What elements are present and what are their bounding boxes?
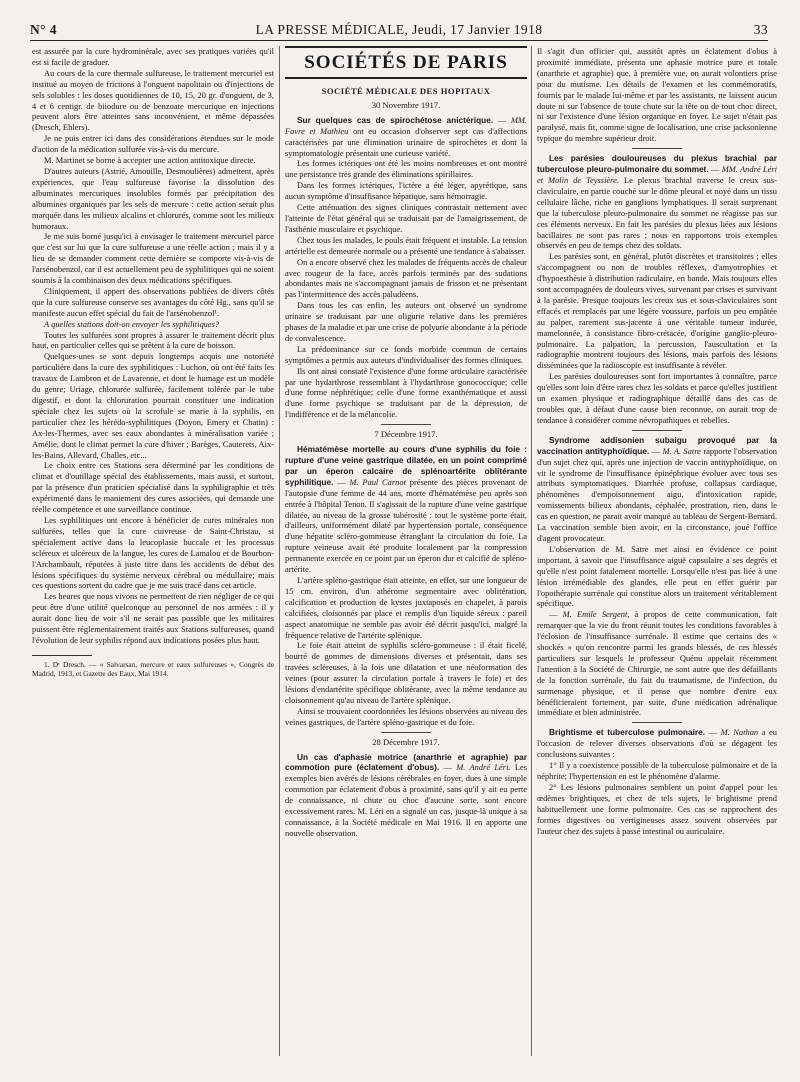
article-title: Un cas d'aphasie motrice (anarthrie et agraphie) par commotion pure (éclatement d'obus). — [285, 751, 527, 773]
paragraph: L'observation de M. Satre met ainsi en évidence ce point important, à savoir que l'insuffisance aiguë capsulaire a ses degrés et qu'elle n'est point fatalement mortelle. Lorsqu'elle n'est pas liée à une lésion irrémédiable des glandes, elle peut en effet guérir par l'opothérapie surrénale qui constitue alors un traitement véritablement spécifique. — [537, 543, 777, 609]
divider — [632, 722, 682, 723]
article-authors: M. Paul Carnot — [349, 476, 406, 487]
article-authors: M. Nathan — [720, 727, 759, 738]
article-title: Hématémèse mortelle au cours d'une syphilis du foie : rupture d'une veine gastrique dilatée, en un point comprimé par un éperon calcaire de splénoartérite oblitérante syphilitique. — [285, 444, 527, 487]
paragraph: Ils ont ainsi constaté l'existence d'une forme articulaire caractérisée par une hydarthrose ressemblant à l'hydarthrose gonococcique; celle d'une forme néphrétique; celle d'une forme exanthématique et aussi d'une forme psychique se traduisant par de la dépression, de l'indifférence et de la mélancolie. — [285, 365, 527, 420]
paragraph: Ainsi se trouvaient coordonnées les lésions observées au niveau des veines gastriques, de l'artère spléno-gastrique et du foie. — [285, 705, 527, 727]
comment-text: à propos de cette communication, fait remarquer que la vie du front réunit toutes les conditions favorables à l'éclosion de l'insuffisance surrénale. Il estime que certains des « shockés » qu'on rencontre parmi les grands blessés, de ces blessés particuliers sur lesquels le professeur Quénu appelait récemment l'attention à la Société de Chirurgie, ne sont autre que des défaillants de la fonction surrénale, du fait du traumatisme, de l'infection, du surmenage physique, et il pense que nombre d'entre eux bénéficieraient fortement, par suite, d'une médication adrénalique immédiate et bien administrée. — [537, 609, 778, 718]
paragraph: M. Martinet se borne à accepter une action antitoxique directe. — [44, 155, 256, 166]
paragraph: L'artère spléno-gastrique était atteinte, en effet, sur une longueur de 15 cm. environ, d'un athérome segmentaire avec oblitération, calcification et production de kystes juxtaposés en chapelet, à parois calcifiées, cloisonnés par place et remplis d'un liquide séreux : pareil aspect anatomique ne semble pas avoir été décrit jusqu'ici, malgré la fréquence relative de l'artérite splénique. — [285, 574, 527, 640]
footnote-rule — [32, 655, 92, 656]
article-text: a eu l'occasion de relever diverses observations d'où se dégagent les conclusions suivantes : — [537, 727, 777, 760]
session-date: 28 Décembre 1917. — [372, 736, 440, 747]
article-authors: M. A. Satre — [662, 445, 701, 456]
header-rule — [30, 40, 768, 41]
paragraph: On a encore observé chez les malades de fréquents accès de chaleur avec rougeur de la face, accès parfois terminés par des sudations abondantes mais ne s'accompagnant jamais de frisson et ne présentant pas l'intermittence des accès paludéens. — [285, 256, 527, 300]
paragraph: Les syphilitiques ont encore à bénéficier de cures minérales non sulfurées, telles que la cure cuivreuse de Saint-Christau, si spécialement active dans la leucoplasie buccale et les processus scléreux et ulcéreux de la langue, les cures de Lamalou et de Bourbon-l'Archambault, réputées à juste titre dans les accidents de début des lésions spécifiques du système nerveux cérébral ou médullaire; mais ces questions sortent du cadre que je me suis tracé dans cet article. — [32, 514, 274, 591]
paragraph: Quelques-unes se sont depuis longtemps acquis une notoriété particulière dans la cure des syphilitiques : Luchon, où ont été faits les travaux de Lambron et de Lavarenne, et dont le humage est un modèle du genre; Uriage, chlorurée sulfurée, facilement tolérée par le tube digestif, et dont la chloruration pourrait constituer une indication spéciale chez les sujets où la scrofule se marie à la syphilis, en particulier chez les hérédo-syphilitiques (Doyon, Emery et Chatin) : Ax-les-Thermes, avec ses eaux abondantes à minéralisation variée ; Amélie, dont le climat permet la cure d'hiver ; Barèges, Cauterets, Aix-les-Bains, Allevard, Challes, etc... — [32, 351, 274, 460]
footnote: 1. Dʳ Dresch. — « Salvarsan, mercure et eaux sulfureuses », Congrès de Madrid, 1913, et Gazette des Eaux, Mai 1914. — [32, 659, 274, 679]
paragraph: Toutes les sulfurées sont propres à assurer le traitement décrit plus haut, en particulier celles qui se prêtent à la cure de boisson. — [32, 329, 274, 351]
paragraph: Cette atténuation des signes cliniques contrastait nettement avec l'atteinte de l'état général qui se traduisait par de l'amaigrissement, de l'asthénie musculaire et psychique. — [285, 202, 527, 234]
paragraph: Dans les formes ictériques, l'ictère a été léger, apyrétique, sans aucun symptôme d'insuffisance hépatique, sans hémorragie. — [285, 180, 527, 202]
paragraph: Le foie était atteint de syphilis scléro-gommeuse : il était ficelé, bourré de gommes de dimensions diverses et présentait, dans ses travées scléreuses, à la fois une dilatation et une néoformation des veines (pour assurer la circulation portale à travers le foie) et des lésions d'endartérite spécifique oblitérante, avec la même tendance au cloisonnement qu'au niveau de l'artère splénique. — [285, 640, 527, 705]
article-text: rapporte l'observation d'un sujet chez qui, après une injection de vaccin antityphoïdique, on vit le syndrome de l'insuffisance épinéphrique évoluer avec tous ses attributs symptomatiques. Diarrhée profuse, collapsus cardiaque, phénomènes d'empoisonnement aigu, d'intoxication rapide, vomissements bilieux abondants, céphalée, prostration, rien, dans le cas en question, ne parait avoir manqué au tableau de Sergent-Bernard. La vaccination semble bien avoir, en la circonstance, joué l'office d'agent provocateur. — [537, 445, 778, 543]
list-item: 1° Il y a coexistence possible de la tuberculose pulmonaire et de la néphrite; l'hypertension en est le phénomène d'alarme. — [537, 760, 777, 781]
paragraph: Les formes ictériques ont été les moins nombreuses et ont montré une persistance très grande des éliminations spirillaires. — [285, 158, 527, 180]
article-authors: MM. Favre et Mathieu — [285, 114, 527, 136]
article-title: Les parésies douloureuses du plexus brachial par tuberculose pleuro-pulmonaire du sommet. — [537, 153, 777, 175]
paragraph: La prédominance sur ce fonds morbide commun de certains symptômes a permis aux auteurs d'individualiser des formes cliniques. — [285, 343, 527, 365]
article-authors: MM. André Léri et Molin de Teyssière. — [537, 164, 778, 185]
article-title: Sur quelques cas de spirochétose anictérique. — [297, 114, 494, 125]
article-title: Brightisme et tuberculose pulmonaire. — [549, 727, 706, 738]
list-item: 2° Les lésions pulmonaires semblent un point d'appel pour les œdèmes brightiques, et chez de tels sujets, le brightisme prend habituellement une forme pulmonaire. Ces cas se rapprochent des formes digestives ou vertigineuses assez souvent observées par l'auteur chez des sujets à passé intestinal ou auriculaire. — [537, 781, 777, 836]
article-text: présente des pièces provenant de l'autopsie d'une femme de 44 ans, morte d'hématémèse peu après son entrée à l'hôpital Tenon. Il s'agissait de la rupture d'une veine gastrique dilatée, au niveau de la grosse tubérosité : tout le système porte était, d'ailleurs, uniformément dilaté par hypertension portale, conséquence d'une hépatite scléro-gommeuse étranglant la circulation du foie. La rupture veineuse avait été produite localement par la compression permanente exercée en ce point par un éperon dur et calcifié de spléno-artérite. — [285, 476, 527, 575]
running-head — [30, 22, 768, 40]
commenter-name: M. Emile Sergent, — [562, 609, 630, 620]
article-title: Syndrome addisonien subaigu provoqué par la vaccination antityphoïdique. — [537, 434, 777, 456]
divider — [632, 148, 682, 149]
column-2: SOCIÉTÉS DE PARIS SOCIÉTÉ MÉDICALE DES HOPITAUX 30 Novembre 1917. Sur quelques cas de spirochétose anictérique. — MM. Favre et Mathieu ont eu occasion d'observer sept cas d'affections caractérisées par une élimination urinaire de spirochètes et dont la symptomatologie présentait une curieuse variété. Les formes ictériques ont été les moins nombreuses et ont montré une persistance très grande des éliminations spirillaires. Dans les formes ictériques, l'ictère a été léger, apyrétique, sans aucun symptôme d'insuffisance hépatique, sans hémorragie. Cette atténuation des signes cliniques contrastait nettement avec l'atteinte de l'état général qui se traduisait par de l'amaigrissement, de l'asthénie musculaire et psychique. Chez tous les malades, le pouls était fréquent et instable. La tension artérielle est demeurée normale ou a présenté une tendance à s'abaisser. On a encore observé chez les malades de fréquents accès de chaleur avec rougeur de la face, accès parfois terminés par des sudations abondantes mais ne s'accompagnant jamais de frisson et ne présentant pas l'intermittence des accès paludéens. Dans tous les cas enfin, les auteurs ont observé un syndrome urinaire se traduisant par une oligurie relative dans les premières phases de la maladie et par une crise de polyurie abondante à la période de convalescence. La prédominance sur ce fonds morbide commun de certains symptômes a permis aux auteurs d'individualiser des formes cliniques. Ils ont ainsi constaté l'existence d'une forme articulaire caractérisée par une hydarthrose ressemblant à l'hydarthrose gonococcique; celle d'une forme néphrétique; celle d'une forme exanthématique et aussi d'une forme psychique se traduisant par de la dépression, de l'indifférence et de la mélancolie. 7 Décembre 1917. Hématémèse mortelle au cours d'une syphilis du foie : rupture d'une veine gastrique dilatée, en un point comprimé par un éperon calcaire de splénoartérite oblitérante syphilitique. — M. Paul Carnot présente des pièces provenant de l'autopsie d'une femme de 44 ans, morte d'hématémèse peu après son entrée à l'hôpital Tenon. Il s'agissait de la rupture d'une veine gastrique dilatée, au niveau de la grosse tubérosité : tout le système porte était, d'ailleurs, uniformément dilaté par hypertension portale, conséquence d'une hépatite scléro-gommeuse étranglant la circulation du foie. La rupture veineuse avait été produite localement par la compression permanente exercée en ce point par un éperon dur et calcifié de spléno-artérite. L'artère spléno-gastrique était atteinte, en effet, sur une longueur de 15 cm. environ, d'un athérome segmentaire avec oblitération, calcification et production de kystes juxtaposés en chapelet, à parois calcifiées, cloisonnés par place et remplis d'un liquide séreux : pareil aspect anatomique ne semble pas avoir été décrit jusqu'ici, malgré la fréquence relative de l'artérite splénique. Le foie était atteint de syphilis scléro-gommeuse : il était ficelé, bourré de gommes de dimensions diverses et présentait, dans ses travées scléreuses, à la fois une dilatation et une néoformation des veines (pour assurer la circulation portale à travers le foie) et des lésions d'endartérite spécifique oblitérante, avec la même tendance au cloisonnement qu'au niveau de l'artère splénique. Ainsi se trouvaient coordonnées les lésions observées au niveau des veines gastriques, de l'artère spléno-gastrique et du foie. 28 Décembre 1917. Un cas d'aphasie motrice (anarthrie et agraphie) par commotion pure (éclatement d'obus). — M. André Léri. Les exemples bien avérés de lésions cérébrales en foyer, dues à une simple commotion par éclatement d'obus à proximité, sans qu'il y ait eu perte de connaissance, ni chute ou choc d'aucune sorte, sont encore excessivement rares. M. Léri en a signalé un cas, jusque-là unique à sa connaissance, à la Société médicale en Mai 1916. Il en apporte une nouvelle observation. — [285, 46, 527, 839]
section-title: SOCIÉTÉS DE PARIS — [304, 52, 508, 73]
paragraph: Les parésies sont, en général, plutôt discrètes et transitoires ; elles s'accompagnent ou non de troubles réflexes, d'amyotrophies et d'hypoesthésie à distribution radiculaire, en bande. Mais toujours elles sont accompagnées de douleurs vives, survenant par crises et survivant à la parésie. Presque toujours les creux sus et sous-claviculaires sont effacés et remplacés par une légère voussure, parfois un peu empâtée au palper, rarement sus-jacente à une véritable tumeur indurée, mamelonnée, à consistance fibro-crétacée, d'origine ganglio-pleuro-pulmonaire. La palpation, la percussion, l'auscultation et la radiographie montrent toujours des lésions, mais parfois des lésions disséminées que la radioscopie est insuffisante à révéler. — [537, 251, 777, 371]
paragraph: Chez tous les malades, le pouls était fréquent et instable. La tension artérielle est demeurée normale ou a présenté une tendance à s'abaisser. — [285, 234, 527, 256]
paragraph: est assurée par la cure hydrominérale, avec ses pratiques variées qu'il est si facile de graduer. — [32, 46, 274, 67]
column-rule-right — [531, 46, 532, 1056]
paragraph: Dans tous les cas enfin, les auteurs ont observé un syndrome urinaire se traduisant par une oligurie relative dans les premières phases de la maladie et par une crise de polyurie abondante à la période de convalescence. — [285, 300, 527, 343]
paragraph: Je ne puis entrer ici dans des considérations étendues sur le mode d'action de la médication sulfurée vis-à-vis du mercure. — [32, 133, 274, 155]
column-3: Il s'agit d'un officier qui, aussitôt après un éclatement d'obus à proximité immédiate, présenta une aphasie motrice pure et totale (anarthrie et agraphie) que, à première vue, on aurait volontiers prise pour du mutisme. Les détails de l'examen et les commémoratifs, fournis par le malade lui-même et par les assistants, ne laissent aucun doute ni sur l'absence de toute chute sur la tête ou de tout choc direct, ni sur l'existence d'une lésion organique en foyer. Le sujet n'était pas paralysé, mais fit, comme signe de localisation, une crise jacksonienne typique du membre supérieur droit. Les parésies douloureuses du plexus brachial par tuberculose pleuro-pulmonaire du sommet. — MM. André Léri et Molin de Teyssière. Le plexus brachial traverse le creux sus-claviculaire, en partie couché sur le dôme pleural et noyé dans un tissu cellulaire lâche, riche en ganglions lymphatiques. Il serait surprenant que la tuberculose pleuro-pulmonaire du sommet ne réagisse pas sur ces éléments nerveux. En fait les parésies du plexus liées aux lésions bacillaires ne sont pas rares ; nous en rapportons trois exemples observés en peu de temps chez des soldats. Les parésies sont, en général, plutôt discrètes et transitoires ; elles s'accompagnent ou non de troubles réflexes, d'amyotrophies et d'hypoesthésie à distribution radiculaire, en bande. Mais toujours elles sont accompagnées de douleurs vives, survenant par crises et survivant à la parésie. Presque toujours les creux sus et sous-claviculaires sont effacés et remplacés par une légère voussure, parfois un peu empâtée au palper, rarement sus-jacente à une véritable tumeur indurée, mamelonnée, à consistance fibro-crétacée, d'origine ganglio-pleuro-pulmonaire. La palpation, la percussion, l'auscultation et la radiographie montrent toujours des lésions, mais parfois des lésions disséminées que la radioscopie est insuffisante à révéler. Les parésies douloureuses sont fort importantes à connaître, parce qu'elles sont loin d'être rares chez les soldats et parce qu'elles justifient un examen physique et radiographique détaillé dans des cas de troubles que, à défaut d'une cause bien reconnue, on aurait trop de tendance à considérer comme névropathiques et rebelles. Syndrome addisonien subaigu provoqué par la vaccination antityphoïdique. — M. A. Satre rapporte l'observation d'un sujet chez qui, après une injection de vaccin antityphoïdique, on vit le syndrome de l'insuffisance épinéphrique évoluer avec tous ses attributs symptomatiques. Diarrhée profuse, collapsus cardiaque, phénomènes d'empoisonnement aigu, d'intoxication rapide, vomissements bilieux abondants, céphalée, prostration, rien, dans le cas en question, ne parait avoir manqué au tableau de Sergent-Bernard. La vaccination semble bien avoir, en la circonstance, joué l'office d'agent provocateur. L'observation de M. Satre met ainsi en évidence ce point important, à savoir que l'insuffisance aiguë capsulaire a ses degrés et qu'elle n'est point fatalement mortelle. Lorsqu'elle n'est pas liée à une lésion irrémédiable des glandes, elle peut en effet guérir par l'opothérapie surrénale qui constitue alors un traitement véritablement spécifique. — M. Emile Sergent, à propos de cette communication, fait remarquer que la vie du front réunit toutes les conditions favorables à l'éclosion de l'insuffisance surrénale. Il estime que certains des « shockés » qu'on rencontre parmi les grands blessés, de ces blessés particuliers sur lesquels le professeur Quénu appelait récemment l'attention à la Société de Chirurgie, ne sont autre que des défaillants de la fonction surrénale, du fait du traumatisme, de l'infection, du surmenage physique, et il pense que nombre d'entre eux bénéficieraient fortement, par suite, d'une médication adrénalique immédiate et bien administrée. Brightisme et tuberculose pulmonaire. — M. Nathan a eu l'occasion de relever diverses observations d'où se dégagent les conclusions suivantes : 1° Il y a coexistence possible de la tuberculose pulmonaire et de la néphrite; l'hypertension en est le phénomène d'alarme. 2° Les lésions pulmonaires semblent un point d'appel pour les œdèmes brightiques, et chez de tels sujets, le brightisme prend habituellement une forme pulmonaire. Ces cas se rapprochent des formes digestives ou vertigineuses assez souvent observées par l'auteur chez des sujets à passé intestinal ou auriculaire. — [537, 46, 778, 836]
session-date: 7 Décembre 1917. — [374, 429, 438, 440]
paragraph: Les parésies douloureuses sont fort importantes à connaître, parce qu'elles sont loin d'être rares chez les soldats et parce qu'elles justifient un examen physique et radiographique détaillé dans des cas de troubles que, à défaut d'une cause bien reconnue, on aurait trop de tendance à considérer comme névropathiques et rebelles. — [537, 371, 777, 425]
divider — [632, 430, 682, 431]
paragraph: Les heures que nous vivons ne permettent de rien négliger de ce qui peut être d'une utilité quelconque au personnel de nos armées : il y aurait donc lieu de voir s'il ne serait pas possible que les militaires puissent être réglementairement traités aux Stations sulfureuses, quand l'évolution de leur syphilis répond aux indications posées plus haut. — [32, 591, 274, 645]
page-number: 33 — [753, 22, 768, 37]
divider — [381, 424, 431, 425]
column-1 — [32, 46, 274, 1046]
issue-number: N° 4 — [30, 22, 57, 37]
paragraph: Le choix entre ces Stations sera déterminé par les conditions de climat et d'outillage spécial des établissements, mais aussi, et surtout, par la présence d'un praticien spécialisé dans la syphiligraphie et très expérimenté dans le maniement des cures associées, qui demande une réelle compétence et une surveillance continue. — [32, 460, 274, 515]
paragraph: Au cours de la cure thermale sulfureuse, le traitement mercuriel est institué au moyen de frictions à l'onguent napolitain ou d'injections de sels solubles : les doses quotidiennes de 10, 15, 20 gr. d'onguent, de 3, 4 et 6 centigr. de biiodure ou de benzoate mercurique en injections peuvent alors être atteintes sans inconvénient, et même dépassées (Dresch, Ehlers). — [32, 67, 274, 133]
paragraph: Il s'agit d'un officier qui, aussitôt après un éclatement d'obus à proximité immédiate, présenta une aphasie motrice pure et totale (anarthrie et agraphie) que, à première vue, on aurait volontiers prise pour du mutisme. Les détails de l'examen et les commémoratifs, fournis par le malade lui-même et par les assistants, ne laissent aucun doute ni sur l'absence de toute chute sur la tête ou de tout choc direct, ni sur l'existence d'une lésion organique en foyer. Le sujet n'était pas paralysé, mais fit, comme signe de localisation, une crise jacksonienne typique du membre supérieur droit. — [537, 46, 777, 144]
section-header — [285, 46, 527, 79]
society-title: SOCIÉTÉ MÉDICALE DES HOPITAUX — [321, 86, 491, 96]
paragraph: Cliniquement, il appert des observations publiées de divers côtés que la cure sulfureuse conserve ses avantages du côté Hg., sans qu'il se manifeste aucun effet spécial du fait de l'arsénobenzol¹. — [32, 285, 274, 318]
article-text: ont eu occasion d'observer sept cas d'affections caractérisées par une élimination urinaire de spirochètes et dont la symptomatologie présentait une curieuse variété. — [285, 125, 528, 158]
article-text: Le plexus brachial traverse le creux sus-claviculaire, en partie couché sur le dôme pleural et noyé dans un tissu cellulaire lâche, riche en ganglions lymphatiques. Il serait surprenant que la tuberculose pleuro-pulmonaire du sommet ne réagisse pas sur ces éléments nerveux. En fait les parésies du plexus liées aux lésions bacillaires ne sont pas rares ; nous en rapportons trois exemples observés en peu de temps chez des soldats. — [537, 174, 777, 251]
article-authors: M. André Léri. — [456, 762, 511, 773]
paragraph: Je me suis borné jusqu'ici à envisager le traitement mercuriel parce que c'est sur lui que la cure sulfureuse a une réelle action ; mais il y a lieu de se demander comment cette dernière se comporte vis-à-vis de l'arsénobenzol, car il est actuellement peu de syphilitiques qui ne soient soumis à la combinaison des deux médications spécifiques. — [32, 231, 274, 286]
paragraph: D'autres auteurs (Astrié, Amouille, Desmoulières) admettent, après expériences, que l'eau sulfureuse favorise la dissolution des albuminates mercuriques insolubles formés par précipitation des albumines organiques par les sels de mercure : cette action serait plus marquée dans les milieux alcalins et chlorurés, comme sont les milieux humoraux. — [32, 165, 274, 231]
subheading-question: A quelles stations doit-on envoyer les syphilitiques? — [44, 318, 220, 329]
article-text: Les exemples bien avérés de lésions cérébrales en foyer, dues à une simple commotion par éclatement d'obus à proximité, sans qu'il y ait eu perte de connaissance, ni chute ou choc d'aucune sorte, sont encore excessivement rares. M. Léri en a signalé un cas, jusque-là unique à sa connaissance, à la Société médicale en Mai 1916. Il en apporte une nouvelle observation. — [285, 762, 528, 838]
divider — [381, 732, 431, 733]
session-date: 30 Novembre 1917. — [371, 99, 441, 110]
column-rule-left — [279, 46, 280, 1056]
journal-title: LA PRESSE MÉDICALE, Jeudi, 17 Janvier 1918 — [255, 22, 543, 37]
